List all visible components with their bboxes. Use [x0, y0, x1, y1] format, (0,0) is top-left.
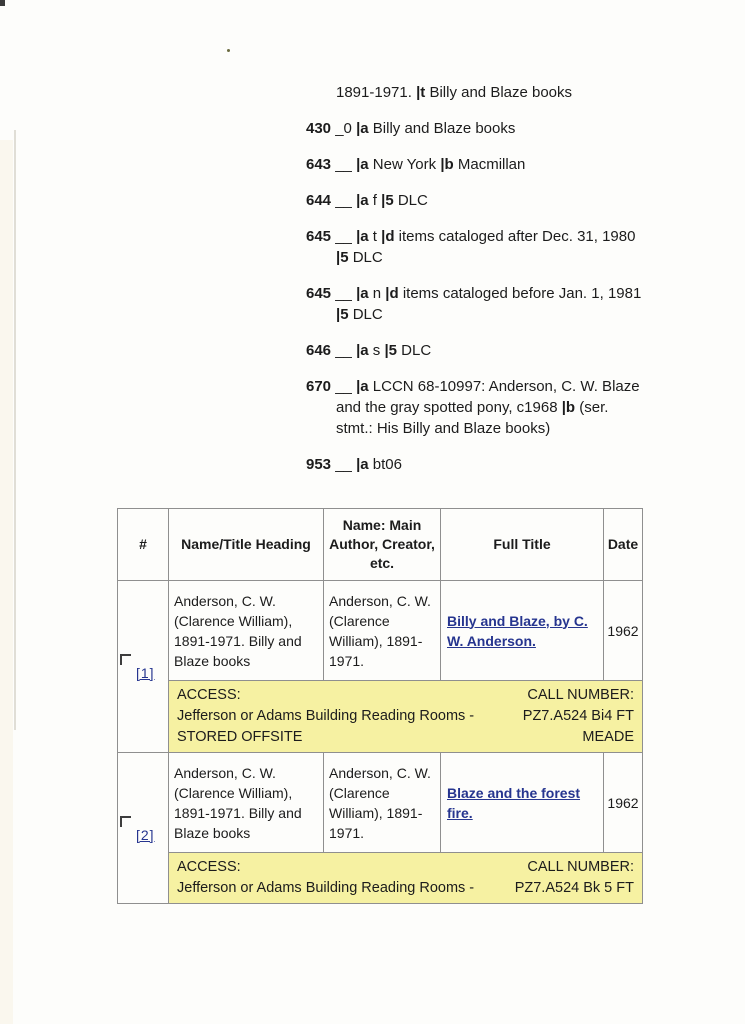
- access-call-number-cell: [169, 681, 643, 753]
- access-text: Jefferson or Adams Building Reading Rooms -: [177, 880, 475, 896]
- call-number-label: CALL NUMBER:: [527, 687, 634, 703]
- marc-indicators: __: [331, 378, 357, 395]
- column-header-full-title: Full Title: [441, 509, 604, 581]
- main-author-cell: Anderson, C. W. (Clarence William), 1891-1971.: [324, 581, 441, 681]
- row-number-cell: [118, 753, 169, 904]
- date-cell: 1962: [604, 581, 643, 681]
- marc-indicators: _0: [331, 120, 357, 137]
- search-results-table: [117, 508, 643, 904]
- marc-field-line: 644 __ |a f |5 DLC: [306, 192, 428, 209]
- call-number-value: PZ7.A524 Bk 5 FT: [514, 880, 634, 896]
- name-title-heading-cell: Anderson, C. W. (Clarence William), 1891-1971. Billy and Blaze books: [169, 581, 324, 681]
- column-header-author: Name: Main Author, Creator, etc.: [324, 509, 441, 581]
- result-row: [118, 581, 643, 681]
- marc-field-line: and the gray spotted pony, c1968 |b (ser.: [336, 399, 609, 416]
- call-number-value: PZ7.A524 Bi4 FT MEADE: [522, 708, 634, 745]
- row-number-cell: [118, 581, 169, 753]
- marc-tag: 953: [306, 456, 332, 473]
- marc-field-line: |5 DLC: [336, 249, 383, 266]
- access-label: ACCESS:: [177, 859, 241, 875]
- marc-field-line: 430 _0 |a Billy and Blaze books: [306, 120, 516, 137]
- marc-indicators: __: [331, 285, 357, 302]
- marc-tag: 643: [306, 156, 332, 173]
- marc-indicators: __: [331, 192, 357, 209]
- full-title-link[interactable]: Blaze and the forest fire.: [447, 784, 581, 821]
- marc-tag: 670: [306, 378, 332, 395]
- record-number-link[interactable]: [2]: [136, 826, 155, 843]
- marc-field-line: 953 __ |a bt06: [306, 456, 402, 473]
- column-header-number: #: [118, 509, 169, 581]
- marc-field-line: 643 __ |a New York |b Macmillan: [306, 156, 526, 173]
- scan-line-artifact: [14, 130, 16, 730]
- marc-indicators: __: [331, 456, 357, 473]
- marc-tag: 645: [306, 285, 332, 302]
- scan-corner-artifact: [0, 0, 5, 6]
- name-title-heading-cell: Anderson, C. W. (Clarence William), 1891-1971. Billy and Blaze books: [169, 753, 324, 853]
- marc-field-line: |5 DLC: [336, 306, 383, 323]
- access-label: ACCESS:: [177, 687, 241, 703]
- date-cell: 1962: [604, 753, 643, 853]
- marc-field-line: 645 __ |a t |d items cataloged after Dec. 31, 1980: [306, 228, 636, 245]
- column-header-name-title: Name/Title Heading: [169, 509, 324, 581]
- access-row: [118, 681, 643, 753]
- marc-field-line: 670 __ |a LCCN 68-10997: Anderson, C. W. Blaze: [306, 378, 640, 395]
- marc-tag: 646: [306, 342, 332, 359]
- marc-field-line: 646 __ |a s |5 DLC: [306, 342, 432, 359]
- marc-field-line: 1891-1971. |t Billy and Blaze books: [336, 84, 573, 101]
- marc-field-line: 645 __ |a n |d items cataloged before Jan. 1, 1981: [306, 285, 642, 302]
- table-header-row: [118, 509, 643, 581]
- scan-speck-artifact: [227, 49, 230, 52]
- marc-tag: 645: [306, 228, 332, 245]
- full-title-link[interactable]: Billy and Blaze, by C. W. Anderson.: [447, 612, 588, 649]
- result-row: [118, 753, 643, 853]
- main-author-cell: Anderson, C. W. (Clarence William), 1891-1971.: [324, 753, 441, 853]
- record-number-link[interactable]: [1]: [136, 665, 155, 681]
- record-select-checkbox[interactable]: [120, 816, 131, 827]
- marc-indicators: __: [331, 228, 357, 245]
- marc-record-block: [306, 82, 642, 475]
- marc-indicators: __: [331, 342, 357, 359]
- full-title-cell: [441, 581, 604, 681]
- full-title-cell: [441, 753, 604, 853]
- marc-field-line: stmt.: His Billy and Blaze books): [336, 420, 551, 437]
- access-row: [118, 853, 643, 904]
- marc-tag: 644: [306, 192, 332, 209]
- marc-tag: 430: [306, 120, 332, 137]
- column-header-date: Date: [604, 509, 643, 581]
- record-select-checkbox[interactable]: [120, 654, 131, 665]
- scan-edge-strip: [0, 140, 13, 1024]
- marc-indicators: __: [331, 156, 357, 173]
- access-call-number-cell: [169, 853, 643, 904]
- call-number-label: CALL NUMBER:: [527, 859, 634, 875]
- access-text: Jefferson or Adams Building Reading Rooms - STORED OFFSITE: [177, 708, 475, 745]
